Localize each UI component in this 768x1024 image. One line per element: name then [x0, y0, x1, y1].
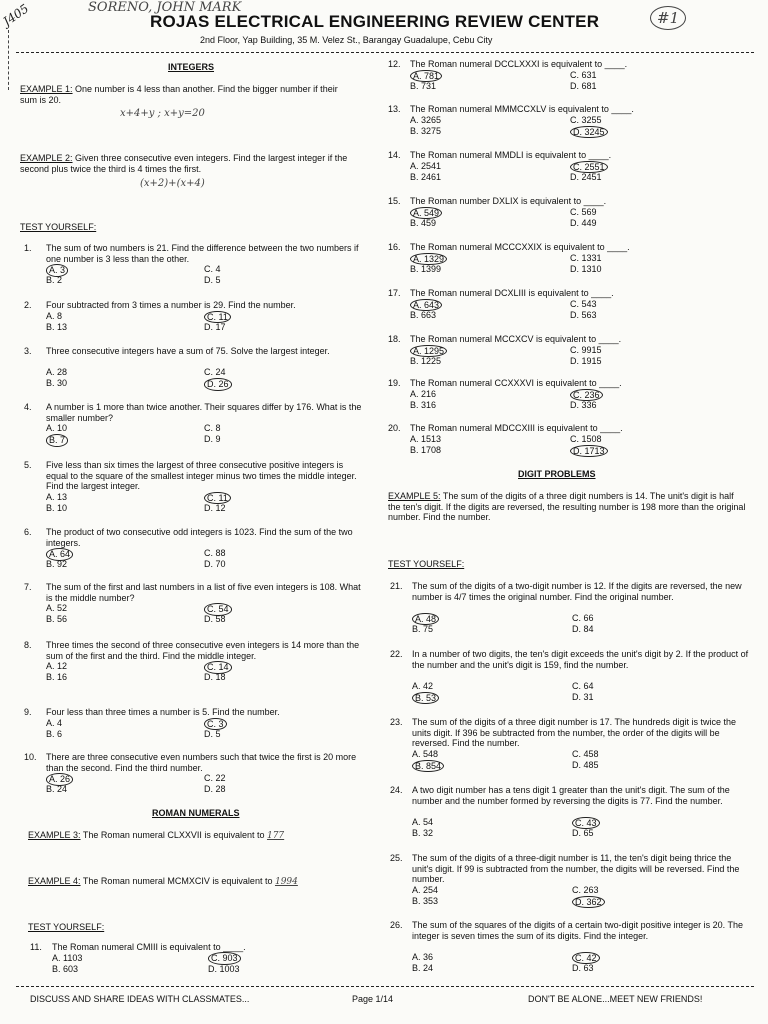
option-d: D. 485 — [572, 759, 599, 770]
question-number: 7. — [24, 582, 32, 592]
question-number: 10. — [24, 752, 37, 762]
example-1-text: One number is 4 less than another. Find the bigger number if their sum is 20. — [20, 84, 338, 105]
option-c: C. 903 — [208, 952, 241, 965]
question-text: The Roman numeral DCXLIII is equivalent to ____. — [410, 288, 614, 298]
option-c: C. 9915 — [570, 344, 602, 355]
question-text: The sum of the digits of a three digit number is 17. The hundreds digit is twice the units digit. If 396 be subtracted from the number, the order of the digits will be reversed. Find the number. — [412, 717, 737, 748]
option-b: B. 2461 — [410, 171, 442, 182]
option-a: A. 1513 — [410, 433, 442, 444]
handwritten-number: #1 — [650, 6, 686, 30]
question-number: 25. — [390, 853, 403, 863]
option-c: C. 263 — [572, 884, 599, 895]
question-number: 1. — [24, 243, 32, 253]
page-number: Page 1/14 — [352, 994, 394, 1004]
question-text: The product of two consecutive odd integers is 1023. Find the sum of the two integers. — [46, 527, 353, 548]
option-d: D. 12 — [204, 502, 226, 513]
question-text: Five less than six times the largest of three consecutive positive integers is equal to the square of the smallest integer minus two times the middle integer. Find the largest integer. — [46, 460, 357, 491]
option-a: A. 42 — [412, 680, 434, 691]
example-3-answer: 177 — [266, 831, 285, 841]
option-c: C. 54 — [204, 603, 232, 616]
option-a: A. 1103 — [52, 953, 83, 963]
question-number: 8. — [24, 640, 32, 650]
question-number: 23. — [390, 717, 403, 727]
option-a: A. 26 — [46, 773, 73, 786]
option-b: B. 16 — [46, 672, 68, 682]
option-a: A. 4 — [46, 717, 63, 728]
option-a: A. 52 — [46, 603, 68, 613]
option-c: C. 2551 — [570, 161, 608, 174]
question-11: 11. The Roman numeral CMIII is equivalent to ____. A. 1103 C. 903 B. 603 D. 1003 — [30, 942, 246, 974]
option-b: B. 316 — [410, 399, 437, 410]
option-c: C. 3255 — [570, 114, 602, 125]
question-number: 26. — [390, 920, 403, 930]
option-a: A. 254 — [412, 884, 439, 895]
option-d: D. 1310 — [570, 263, 602, 274]
option-d: D. 5 — [204, 728, 221, 739]
option-c: C. 22 — [204, 773, 226, 783]
option-b: B. 32 — [412, 827, 434, 838]
question-text: A two digit number has a tens digit 1 greater than the unit's digit. The sum of the number and the number formed by reversing the digits is 77. Find the number. — [412, 785, 730, 806]
integers-heading: INTEGERS — [168, 62, 215, 72]
question-text: Three times the second of three consecutive even integers is 14 more than the sum of the first and the third. Find the middle integer. — [46, 640, 360, 661]
option-b: B. 75 — [412, 623, 434, 634]
option-b: B. 1708 — [410, 444, 442, 455]
option-a: A. 3 — [46, 264, 68, 277]
question-text: The sum of the digits of a three-digit number is 11, the ten's digit being thrice the unit's digit. If 99 is subtracted from the number, the digits will be reversed. Find the number. — [412, 853, 740, 884]
option-b: B. 603 — [52, 964, 79, 974]
option-a: A. 48 — [412, 613, 439, 626]
option-d: D. 2451 — [570, 171, 602, 182]
example-2-label: EXAMPLE 2: — [20, 153, 73, 163]
option-b: B. 353 — [412, 895, 439, 906]
option-b: B. 854 — [412, 760, 444, 773]
question-text: In a number of two digits, the ten's digit exceeds the unit's digit by 2. If the product of the number and the unit's digit is 159, find the number. — [412, 649, 749, 670]
question-text: The Roman numeral MCCXCV is equivalent to ____. — [410, 334, 622, 344]
top-divider — [16, 52, 754, 53]
bottom-divider — [16, 986, 754, 987]
handwritten-work: (x+2)+(x+4) — [140, 178, 205, 189]
question-text: The Roman numeral CMIII is equivalent to ____. — [52, 942, 246, 952]
option-b: B. 663 — [410, 309, 437, 320]
option-b: B. 731 — [410, 80, 437, 91]
option-d: D. 563 — [570, 309, 597, 320]
question-number: 19. — [388, 378, 401, 388]
footer-left: DISCUSS AND SHARE IDEAS WITH CLASSMATES... — [30, 994, 250, 1004]
example-3 — [28, 830, 358, 842]
question-text: The Roman numeral CCXXXVI is equivalent to ____. — [410, 378, 622, 388]
question-number: 15. — [388, 196, 401, 206]
option-a: A. 1295 — [410, 345, 447, 358]
example-3-label: EXAMPLE 3: — [28, 830, 81, 840]
option-a: A. 8 — [46, 310, 63, 321]
option-a: A. 28 — [46, 367, 68, 377]
example-1-label: EXAMPLE 1: — [20, 84, 73, 94]
question-number: 12. — [388, 59, 401, 69]
question-text: The sum of the first and last numbers in a list of five even integers is 108. What is the middle number? — [46, 582, 361, 603]
option-a: A. 1329 — [410, 253, 447, 266]
option-c: C. 543 — [570, 298, 597, 309]
handwritten-name: SORENO, JOHN MARK — [88, 0, 242, 15]
option-b: B. 1225 — [410, 355, 442, 366]
option-d: D. 1003 — [208, 964, 240, 974]
option-c: C. 11 — [204, 311, 231, 324]
option-b: B. 7 — [46, 434, 68, 447]
question-number: 20. — [388, 423, 401, 433]
question-number: 22. — [390, 649, 403, 659]
handwritten-work: x+4+y ; x+y=20 — [120, 108, 205, 119]
option-a: A. 36 — [412, 951, 434, 962]
margin-mark — [8, 30, 9, 90]
question-text: The sum of the digits of a two-digit number is 12. If the digits are reversed, the new number is 4/7 times the original number. Find the original number. — [412, 581, 742, 602]
question-number: 4. — [24, 402, 32, 412]
option-d: D. 65 — [572, 827, 594, 838]
test-yourself-heading-1: TEST YOURSELF: — [20, 222, 97, 232]
option-d: D. 17 — [204, 321, 226, 332]
option-c: C. 1508 — [570, 433, 602, 444]
question-number: 18. — [388, 334, 401, 344]
option-d: D. 28 — [204, 784, 226, 794]
option-a: A. 643 — [410, 299, 442, 312]
option-d: D. 1713 — [570, 445, 608, 458]
question-number: 9. — [24, 707, 32, 717]
digit-problems-heading: DIGIT PROBLEMS — [518, 469, 596, 479]
example-4-text: The Roman numeral MCMXCIV is equivalent to — [82, 876, 273, 886]
option-d: D. 681 — [570, 80, 597, 91]
option-d: D. 9 — [204, 434, 221, 444]
option-a: A. 12 — [46, 661, 68, 671]
option-a: A. 216 — [410, 388, 437, 399]
option-d: D. 58 — [204, 614, 226, 624]
option-c: C. 64 — [572, 680, 594, 691]
question-text: Four subtracted from 3 times a number is 29. Find the number. — [46, 300, 296, 310]
question-text: A number is 1 more than twice another. Their squares differ by 176. What is the smaller number? — [46, 402, 362, 423]
roman-numerals-heading: ROMAN NUMERALS — [152, 808, 240, 818]
option-a: A. 10 — [46, 423, 68, 433]
option-a: A. 54 — [412, 816, 434, 827]
question-text: There are three consecutive even numbers such that twice the first is 20 more than the second. Find the third number. — [46, 752, 357, 773]
option-d: D. 18 — [204, 672, 226, 682]
example-5 — [388, 491, 748, 523]
option-c: C. 24 — [204, 367, 226, 377]
option-c: C. 631 — [570, 69, 597, 80]
example-4 — [28, 876, 368, 888]
question-text: The Roman numeral MMMCCXLV is equivalent to ____. — [410, 104, 634, 114]
option-a: A. 13 — [46, 491, 68, 502]
option-d: D. 336 — [570, 399, 597, 410]
question-number: 16. — [388, 242, 401, 252]
option-a: A. 781 — [410, 70, 442, 83]
option-b: B. 92 — [46, 559, 68, 569]
option-b: B. 53 — [412, 692, 439, 705]
question-text: The sum of the squares of the digits of a certain two-digit positive integer is 20. The integer is seven times the sum of its digits. Find the integer. — [412, 920, 744, 941]
option-c: C. 8 — [204, 423, 221, 433]
option-b: B. 56 — [46, 614, 68, 624]
footer-right: DON'T BE ALONE...MEET NEW FRIENDS! — [528, 994, 703, 1004]
option-c: C. 4 — [204, 264, 221, 274]
example-3-text: The Roman numeral CLXXVII is equivalent to — [82, 830, 265, 840]
option-c: C. 1331 — [570, 252, 602, 263]
option-a: A. 548 — [412, 748, 439, 759]
test-yourself-heading-2: TEST YOURSELF: — [28, 922, 105, 932]
option-b: B. 6 — [46, 728, 63, 739]
question-text: Three consecutive integers have a sum of 75. Solve the largest integer. — [46, 346, 330, 356]
example-4-label: EXAMPLE 4: — [28, 876, 81, 886]
option-b: B. 1399 — [410, 263, 442, 274]
question-number: 17. — [388, 288, 401, 298]
option-b: B. 2 — [46, 275, 63, 285]
option-c: C. 42 — [572, 952, 600, 965]
option-b: B. 13 — [46, 321, 68, 332]
option-c: C. 88 — [204, 548, 226, 558]
option-d: D. 5 — [204, 275, 221, 285]
option-c: C. 11 — [204, 492, 231, 505]
question-text: The Roman numeral DCCLXXXI is equivalent to ____. — [410, 59, 628, 69]
option-d: D. 70 — [204, 559, 226, 569]
question-text: The Roman number DXLIX is equivalent to ____. — [410, 196, 607, 206]
question-text: Four less than three times a number is 5. Find the number. — [46, 707, 280, 717]
example-4-answer: 1994 — [274, 877, 298, 887]
option-b: B. 24 — [412, 962, 434, 973]
option-c: C. 66 — [572, 612, 594, 623]
example-2 — [20, 153, 350, 174]
question-number: 5. — [24, 460, 32, 470]
option-a: A. 2541 — [410, 160, 442, 171]
option-c: C. 569 — [570, 206, 597, 217]
question-text: The Roman numeral MDCCXIII is equivalent to ____. — [410, 423, 623, 433]
option-b: B. 30 — [46, 378, 68, 388]
test-yourself-heading-3: TEST YOURSELF: — [388, 559, 465, 569]
option-d: D. 84 — [572, 623, 594, 634]
option-d: D. 3245 — [570, 126, 608, 139]
question-number: 6. — [24, 527, 32, 537]
question-number: 3. — [24, 346, 32, 356]
option-b: B. 10 — [46, 502, 68, 513]
option-d: D. 63 — [572, 962, 594, 973]
option-d: D. 26 — [204, 378, 232, 391]
question-number: 2. — [24, 300, 32, 310]
option-b: B. 459 — [410, 217, 437, 228]
example-2-text: Given three consecutive even integers. Find the largest integer if the second plus twice the third is 4 times the first. — [20, 153, 348, 174]
page-title: ROJAS ELECTRICAL ENGINEERING REVIEW CENTER — [150, 12, 600, 31]
example-1 — [20, 84, 340, 105]
question-number: 21. — [390, 581, 403, 591]
option-a: A. 64 — [46, 548, 73, 561]
option-c: C. 14 — [204, 661, 232, 674]
example-5-text: The sum of the digits of a three digit numbers is 14. The unit's digit is half the ten's digit. If the digits are reversed, the resulting number is 198 more than the original number. Find the number. — [388, 491, 746, 522]
question-text: The Roman numeral MMDLI is equivalent to ____. — [410, 150, 612, 160]
question-text: The Roman numeral MCCCXXIX is equivalent to ____. — [410, 242, 630, 252]
option-c: C. 43 — [572, 817, 600, 830]
question-number: 13. — [388, 104, 401, 114]
option-c: C. 458 — [572, 748, 599, 759]
option-a: A. 3265 — [410, 114, 442, 125]
handwritten-corner: J405 — [0, 1, 32, 29]
option-b: B. 3275 — [410, 125, 442, 136]
option-d: D. 362 — [572, 896, 605, 909]
option-a: A. 549 — [410, 207, 442, 220]
question-number: 24. — [390, 785, 403, 795]
option-d: D. 449 — [570, 217, 597, 228]
question-text: The sum of two numbers is 21. Find the difference between the two numbers if one number is 3 less than the other. — [46, 243, 359, 264]
example-5-label: EXAMPLE 5: — [388, 491, 441, 501]
option-b: B. 24 — [46, 784, 68, 794]
option-d: D. 1915 — [570, 355, 602, 366]
option-c: C. 236 — [570, 389, 603, 402]
option-d: D. 31 — [572, 691, 594, 702]
address: 2nd Floor, Yap Building, 35 M. Velez St., Barangay Guadalupe, Cebu City — [200, 35, 493, 45]
option-c: C. 3 — [204, 718, 227, 731]
question-number: 14. — [388, 150, 401, 160]
